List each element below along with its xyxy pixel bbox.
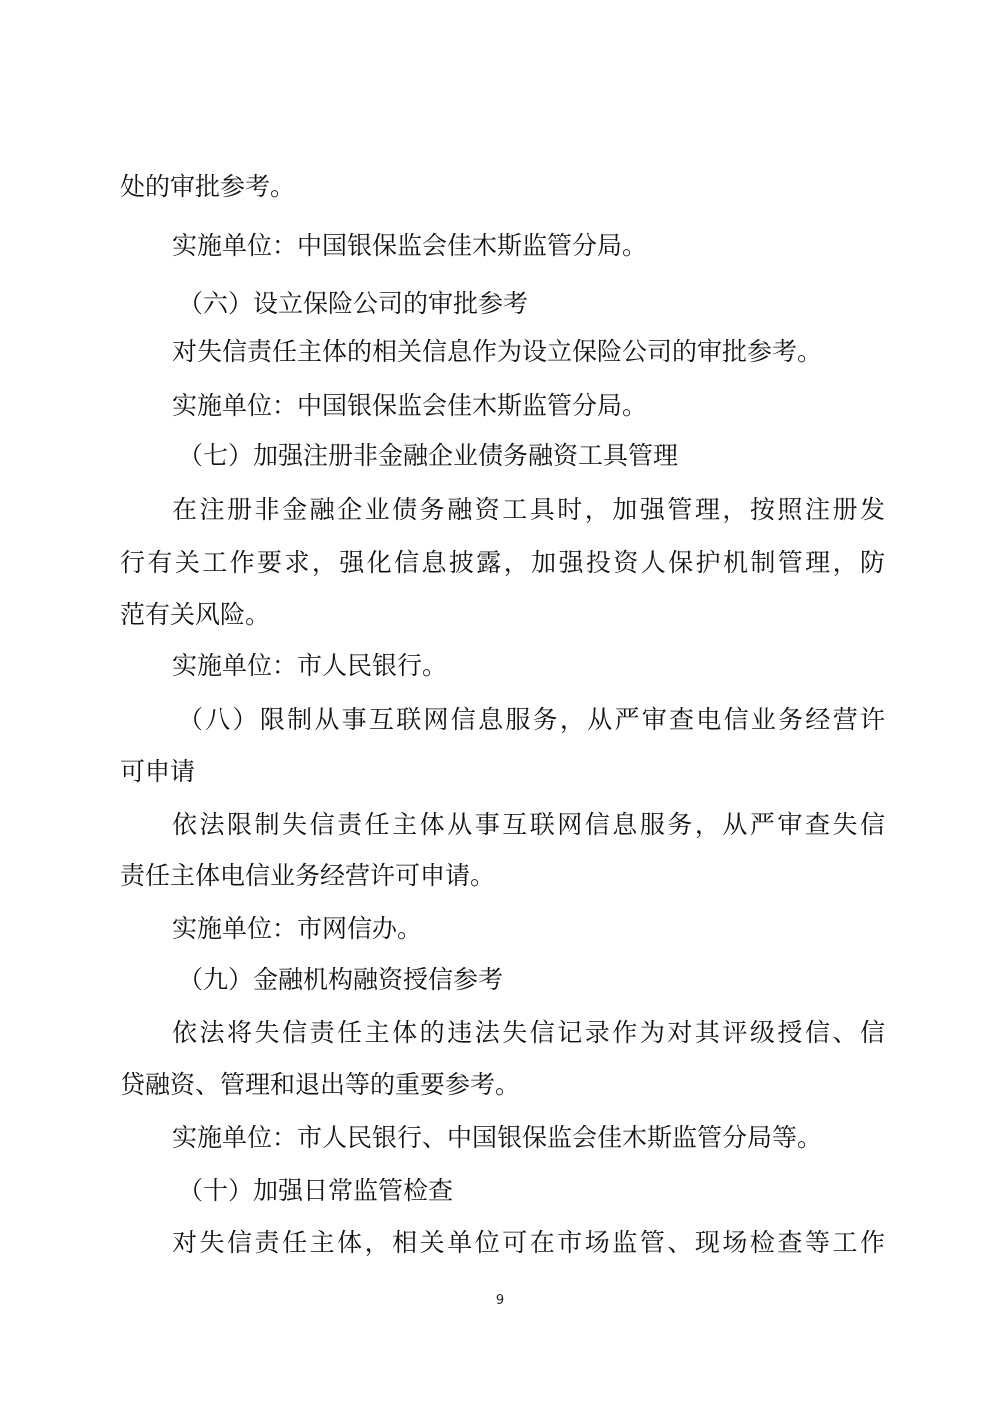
section-heading-7: （七）加强注册非金融企业债务融资工具管理 bbox=[178, 441, 679, 470]
paragraph-text: 范有关风险。 bbox=[120, 600, 271, 629]
implementing-unit: 实施单位：市人民银行。 bbox=[172, 651, 448, 680]
section-heading-8: （八）限制从事互联网信息服务，从严审查电信业务经营许 bbox=[178, 705, 885, 734]
paragraph-text: 行有关工作要求，强化信息披露，加强投资人保护机制管理，防 bbox=[120, 548, 885, 577]
paragraph-text: 依法将失信责任主体的违法失信记录作为对其评级授信、信 bbox=[172, 1018, 885, 1047]
implementing-unit: 实施单位：中国银保监会佳木斯监管分局。 bbox=[172, 231, 648, 260]
paragraph-text: 贷融资、管理和退出等的重要参考。 bbox=[120, 1070, 521, 1099]
paragraph-text: 对失信责任主体的相关信息作为设立保险公司的审批参考。 bbox=[172, 337, 823, 366]
implementing-unit: 实施单位：市人民银行、中国银保监会佳木斯监管分局等。 bbox=[172, 1123, 823, 1152]
implementing-unit: 实施单位：市网信办。 bbox=[172, 914, 423, 943]
paragraph-text: 对失信责任主体，相关单位可在市场监管、现场检查等工作 bbox=[172, 1228, 885, 1257]
implementing-unit: 实施单位：中国银保监会佳木斯监管分局。 bbox=[172, 391, 648, 420]
section-heading-8-continuation: 可申请 bbox=[120, 757, 196, 786]
page-number: 9 bbox=[495, 1293, 505, 1308]
paragraph-text: 在注册非金融企业债务融资工具时，加强管理，按照注册发 bbox=[172, 495, 885, 524]
paragraph-continuation: 处的审批参考。 bbox=[120, 172, 296, 201]
paragraph-text: 责任主体电信业务经营许可申请。 bbox=[120, 861, 496, 890]
section-heading-10: （十）加强日常监管检查 bbox=[178, 1176, 454, 1205]
section-heading-6: （六）设立保险公司的审批参考 bbox=[178, 289, 529, 318]
paragraph-text: 依法限制失信责任主体从事互联网信息服务，从严审查失信 bbox=[172, 810, 885, 839]
section-heading-9: （九）金融机构融资授信参考 bbox=[178, 965, 504, 994]
